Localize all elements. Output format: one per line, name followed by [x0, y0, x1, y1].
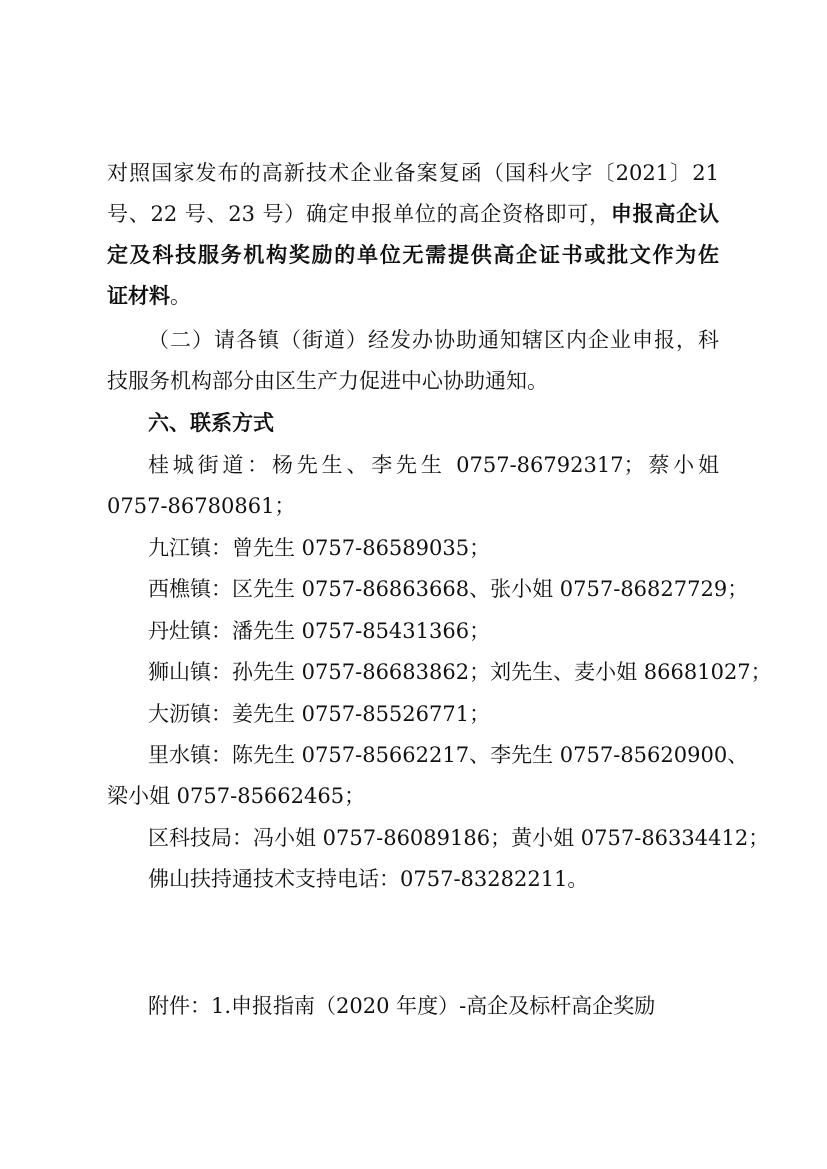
paragraph-line	[107, 199, 719, 229]
contact-line: 丹灶镇：潘先生 0757-85431366；	[148, 619, 491, 643]
bold-emphasis-line: 定及科技服务机构奖励的单位无需提供高企证书或批文作为佐	[107, 243, 719, 267]
contact-line: 佛山扶持通技术支持电话：0757-83282211。	[148, 867, 589, 891]
paragraph-line: 对照国家发布的高新技术企业备案复函（国科火字〔2021〕21	[107, 161, 719, 185]
contact-line: 梁小姐 0757-85662465；	[107, 784, 366, 808]
contact-line: 桂城街道：杨先生、李先生 0757-86792317；蔡小姐	[148, 453, 719, 477]
paragraph-line: （二）请各镇（街道）经发办协助通知辖区内企业申报，科	[148, 328, 719, 352]
contact-line: 区科技局：冯小姐 0757-86089186；黄小姐 0757-86334412；	[148, 826, 770, 850]
contact-line: 大沥镇：姜先生 0757-85526771；	[148, 702, 491, 726]
contact-line: 0757-86780861；	[107, 494, 296, 518]
contact-line: 里水镇：陈先生 0757-85662217、李先生 0757-85620900、	[148, 743, 749, 767]
section-heading: 六、联系方式	[148, 411, 274, 435]
paragraph-text: 号、22 号、23 号）确定申报单位的高企资格即可，	[107, 202, 611, 226]
paragraph-line	[107, 281, 719, 311]
contact-line: 狮山镇：孙先生 0757-86683862；刘先生、麦小姐 86681027；	[148, 660, 772, 684]
bold-emphasis-text: 证材料	[107, 284, 170, 308]
bold-emphasis-text: 申报高企认	[610, 202, 719, 226]
attachment-line: 附件：1.申报指南（2020 年度）-高企及标杆高企奖励	[148, 994, 656, 1018]
contact-line: 九江镇：曾先生 0757-86589035；	[148, 536, 491, 560]
paragraph-text: 。	[170, 284, 191, 308]
paragraph-line: 技服务机构部分由区生产力促进中心协助通知。	[107, 369, 548, 393]
contact-line: 西樵镇：区先生 0757-86863668、张小姐 0757-86827729；	[148, 577, 749, 601]
